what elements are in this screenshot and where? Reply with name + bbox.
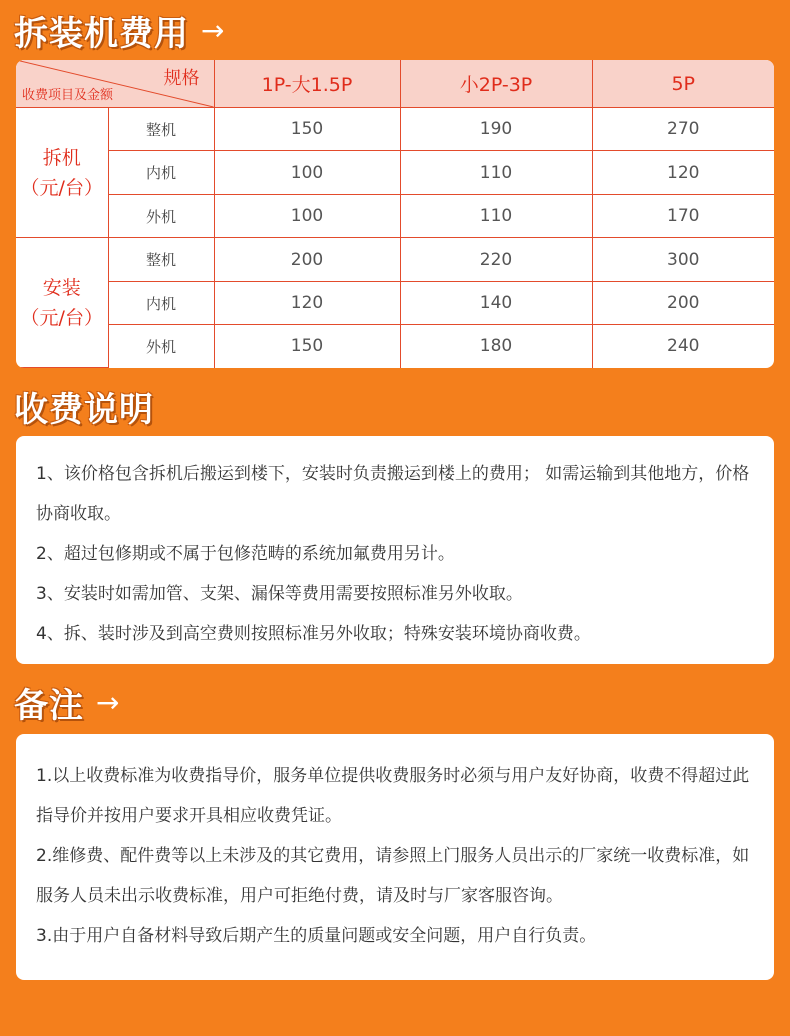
table-row bbox=[16, 325, 774, 368]
price-cell: 110 bbox=[400, 194, 592, 237]
table-row bbox=[16, 108, 774, 151]
fee-explanation-card bbox=[16, 436, 774, 664]
section-title-text: 备注 bbox=[14, 686, 84, 726]
fee-table bbox=[16, 60, 774, 368]
note-item: 4、拆、装时涉及到高空费则按照标准另外收取；特殊安装环境协商收费。 bbox=[36, 624, 591, 644]
group-label: 安装 bbox=[42, 276, 81, 299]
arrow-right-icon: → bbox=[201, 14, 226, 47]
corner-item-label: 收费项目及金额 bbox=[22, 88, 114, 103]
section-title-fees bbox=[14, 6, 225, 55]
price-cell: 120 bbox=[214, 281, 400, 324]
price-cell: 200 bbox=[592, 281, 774, 324]
column-header: 小2P-3P bbox=[400, 60, 592, 108]
column-header: 5P bbox=[592, 60, 774, 108]
group-unit: （元/台） bbox=[20, 176, 103, 199]
corner-spec-label: 规格 bbox=[163, 68, 200, 89]
table-corner-cell bbox=[16, 60, 214, 108]
price-cell: 300 bbox=[592, 238, 774, 281]
remark-item: 1.以上收费标准为收费指导价，服务单位提供收费服务时必须与用户友好协商，收费不得超过此指导价并按用户要求开具相应收费凭证。 bbox=[36, 766, 750, 826]
price-cell: 140 bbox=[400, 281, 592, 324]
table-header-row bbox=[16, 60, 774, 108]
price-cell: 100 bbox=[214, 151, 400, 194]
arrow-right-icon: → bbox=[96, 686, 121, 719]
table-row bbox=[16, 238, 774, 281]
table-row bbox=[16, 151, 774, 194]
section-title-text: 收费说明 bbox=[14, 390, 154, 430]
price-cell: 190 bbox=[400, 108, 592, 151]
row-name: 整机 bbox=[108, 108, 214, 151]
row-name: 整机 bbox=[108, 238, 214, 281]
column-header: 1P-大1.5P bbox=[214, 60, 400, 108]
price-cell: 270 bbox=[592, 108, 774, 151]
table-row bbox=[16, 281, 774, 324]
group-label: 拆机 bbox=[42, 146, 81, 169]
price-cell: 100 bbox=[214, 194, 400, 237]
remarks-card bbox=[16, 734, 774, 980]
price-cell: 170 bbox=[592, 194, 774, 237]
row-name: 外机 bbox=[108, 194, 214, 237]
note-item: 3、安装时如需加管、支架、漏保等费用需要按照标准另外收取。 bbox=[36, 584, 523, 604]
note-item: 1、该价格包含拆机后搬运到楼下，安装时负责搬运到楼上的费用； 如需运输到其他地方，价格协商收取。 bbox=[36, 464, 750, 524]
price-cell: 200 bbox=[214, 238, 400, 281]
price-cell: 150 bbox=[214, 325, 400, 368]
row-name: 内机 bbox=[108, 151, 214, 194]
section-title-text: 拆装机费用 bbox=[14, 14, 189, 54]
remark-item: 2.维修费、配件费等以上未涉及的其它费用，请参照上门服务人员出示的厂家统一收费标准，如服务人员未出示收费标准，用户可拒绝付费，请及时与厂家客服咨询。 bbox=[36, 846, 750, 906]
row-name: 外机 bbox=[108, 325, 214, 368]
note-item: 2、超过包修期或不属于包修范畴的系统加氟费用另计。 bbox=[36, 544, 455, 564]
group-cell-dismantle bbox=[16, 108, 108, 238]
fee-table-card bbox=[16, 60, 774, 368]
section-title-remarks bbox=[14, 678, 120, 727]
remark-item: 3.由于用户自备材料导致后期产生的质量问题或安全问题，用户自行负责。 bbox=[36, 926, 597, 946]
table-row bbox=[16, 194, 774, 237]
price-cell: 220 bbox=[400, 238, 592, 281]
row-name: 内机 bbox=[108, 281, 214, 324]
price-cell: 150 bbox=[214, 108, 400, 151]
price-cell: 240 bbox=[592, 325, 774, 368]
price-cell: 180 bbox=[400, 325, 592, 368]
group-cell-install bbox=[16, 238, 108, 368]
price-cell: 120 bbox=[592, 151, 774, 194]
section-title-explanation bbox=[14, 382, 154, 431]
price-cell: 110 bbox=[400, 151, 592, 194]
group-unit: （元/台） bbox=[20, 306, 103, 329]
